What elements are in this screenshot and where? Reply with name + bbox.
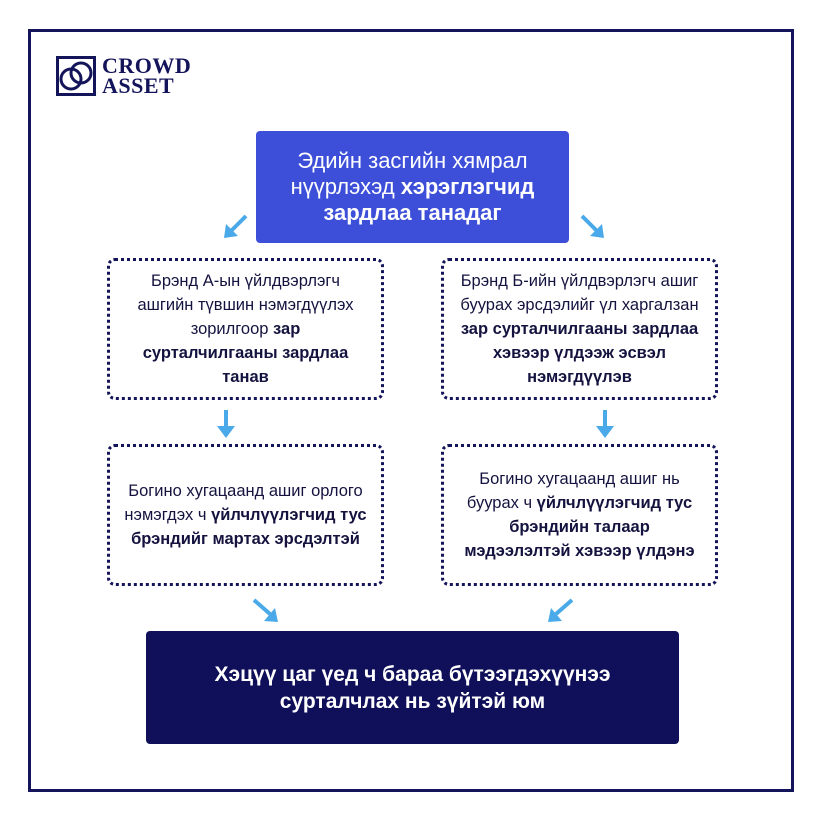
crisis-box bbox=[256, 131, 569, 243]
brand-b-step1-box bbox=[441, 258, 718, 400]
brand-a-step1-text-bold: зар сурталчилгааны зардлаа танав bbox=[142, 320, 349, 386]
arrow-down-icon bbox=[589, 408, 621, 440]
brand-a-step1-text-normal: Брэнд А-ын үйлдвэрлэгч ашгийн түвшин нэмэгдүүлэх зорилгоор bbox=[137, 272, 354, 338]
crowdasset-logo bbox=[56, 53, 216, 100]
logo-wordmark bbox=[102, 53, 192, 98]
brand-a-step1-box bbox=[107, 258, 384, 400]
brand-b-step1-text bbox=[458, 269, 701, 389]
brand-b-step2-text bbox=[458, 467, 701, 563]
logo-line-2: ASSET bbox=[102, 73, 175, 98]
crisis-text-part-1: Эдийн засгийн хямрал bbox=[297, 148, 528, 173]
brand-b-step1-text-normal: Брэнд Б-ийн үйлдвэрлэгч ашиг буурах эрсдэлийг үл харгалзан bbox=[460, 272, 699, 314]
brand-b-step2-text-normal: Богино хугацаанд ашиг нь буурах ч bbox=[466, 470, 680, 512]
arrow-down-right-icon bbox=[250, 594, 282, 626]
brand-b-step2-text-bold: үйлчлүүлэгчид тус брэндийн талаар мэдээлэлтэй хэвээр үлдэнэ bbox=[464, 494, 695, 560]
brand-a-step2-box bbox=[107, 444, 384, 586]
arrow-down-left-icon bbox=[544, 594, 576, 626]
brand-a-step2-text-bold: үйлчлүүлэгчид тус брэндийг мартах эрсдэлтэй bbox=[131, 506, 367, 548]
brand-a-step2-text-normal: Богино хугацаанд ашиг орлого нэмэгдэх ч bbox=[124, 482, 363, 524]
logo-line-1: CROWD bbox=[102, 53, 192, 78]
arrow-down-icon bbox=[210, 408, 242, 440]
brand-b-step1-text-bold: зар сурталчилгааны зардлаа хэвээр үлдээж эсвэл нэмэгдүүлэв bbox=[460, 320, 699, 386]
conclusion-box bbox=[146, 631, 679, 744]
crisis-text-bold-2: зардлаа танадаг bbox=[323, 200, 502, 225]
crisis-text bbox=[291, 148, 535, 226]
conclusion-text: Хэцүү цаг үед ч бараа бүтээгдэхүүнээ сурталчлах нь зүйтэй юм bbox=[214, 662, 611, 713]
arrow-down-right-icon bbox=[576, 210, 608, 242]
arrow-down-left-icon bbox=[220, 210, 252, 242]
crisis-text-bold-1: хэрэглэгчид bbox=[400, 174, 535, 199]
crowdasset-logo-icon bbox=[56, 56, 96, 96]
brand-a-step2-text bbox=[124, 479, 367, 551]
crisis-text-part-2: нүүрлэхэд bbox=[290, 174, 401, 199]
brand-a-step1-text bbox=[124, 269, 367, 389]
brand-b-step2-box bbox=[441, 444, 718, 586]
